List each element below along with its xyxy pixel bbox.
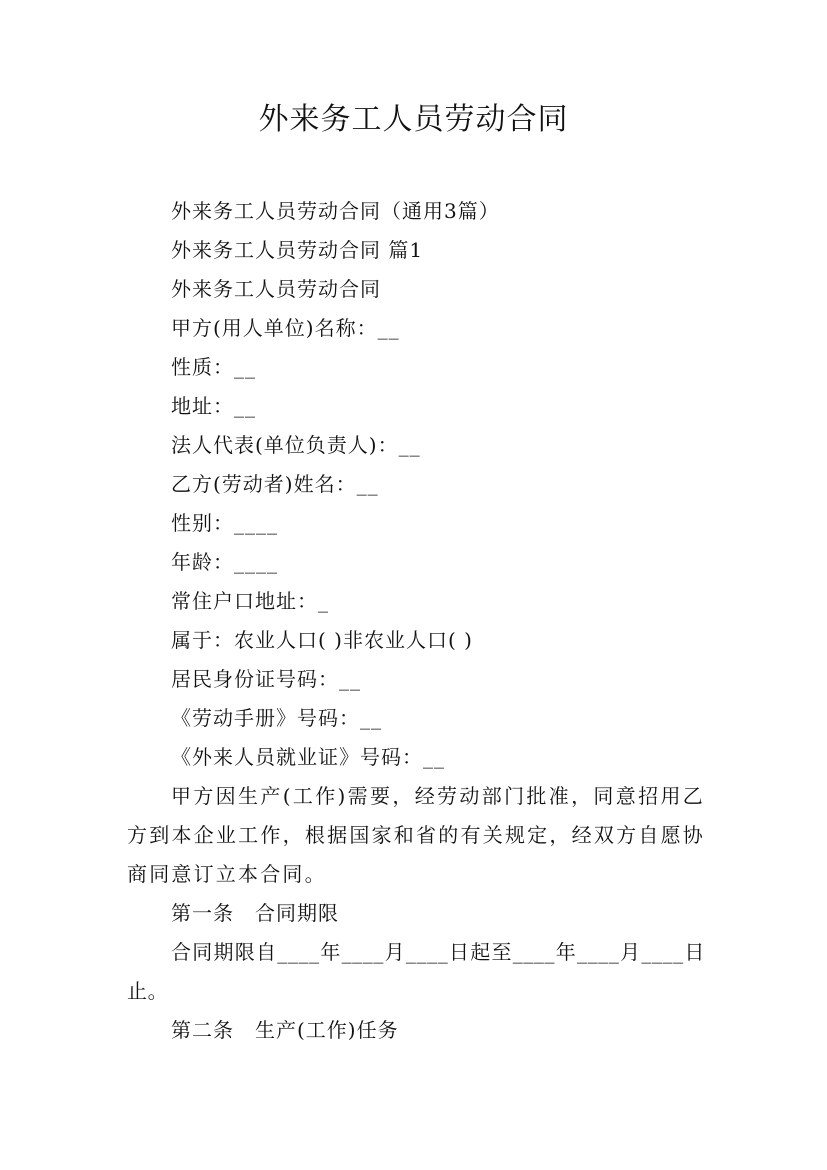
field-employer-name: 甲方(用人单位)名称：__ (171, 316, 400, 340)
paragraph-recruitment: 甲方因生产(工作)需要，经劳动部门批准，同意招用乙方到本企业工作，根据国家和省的有关规定，经双方自愿协商同意订立本合同。 (127, 784, 705, 886)
doc-line-contract-name: 外来务工人员劳动合同 (171, 277, 381, 301)
document-title: 外来务工人员劳动合同 (258, 102, 569, 137)
doc-line-part: 外来务工人员劳动合同 篇1 (171, 238, 424, 262)
field-nature: 性质：__ (171, 355, 256, 379)
field-age: 年龄：____ (171, 550, 278, 574)
field-legal-representative: 法人代表(单位负责人)：__ (171, 433, 421, 457)
field-household-address: 常住户口地址：_ (171, 589, 329, 613)
document-body (127, 192, 705, 1050)
field-household-type: 属于：农业人口( )非农业人口( ) (171, 628, 473, 652)
field-id-number: 居民身份证号码：__ (171, 667, 361, 691)
field-employee-name: 乙方(劳动者)姓名：__ (171, 472, 379, 496)
article-2-heading: 第二条 生产(工作)任务 (171, 1018, 399, 1042)
paragraph-contract-term: 合同期限自____年____月____日起至____年____月____日止。 (127, 940, 705, 1003)
field-gender: 性别：____ (171, 511, 278, 535)
field-address: 地址：__ (171, 394, 256, 418)
doc-line-heading: 外来务工人员劳动合同（通用3篇） (171, 199, 500, 223)
field-labor-handbook-number: 《劳动手册》号码：__ (171, 706, 382, 730)
field-employment-certificate-number: 《外来人员就业证》号码：__ (171, 745, 445, 769)
article-1-heading: 第一条 合同期限 (171, 901, 339, 925)
